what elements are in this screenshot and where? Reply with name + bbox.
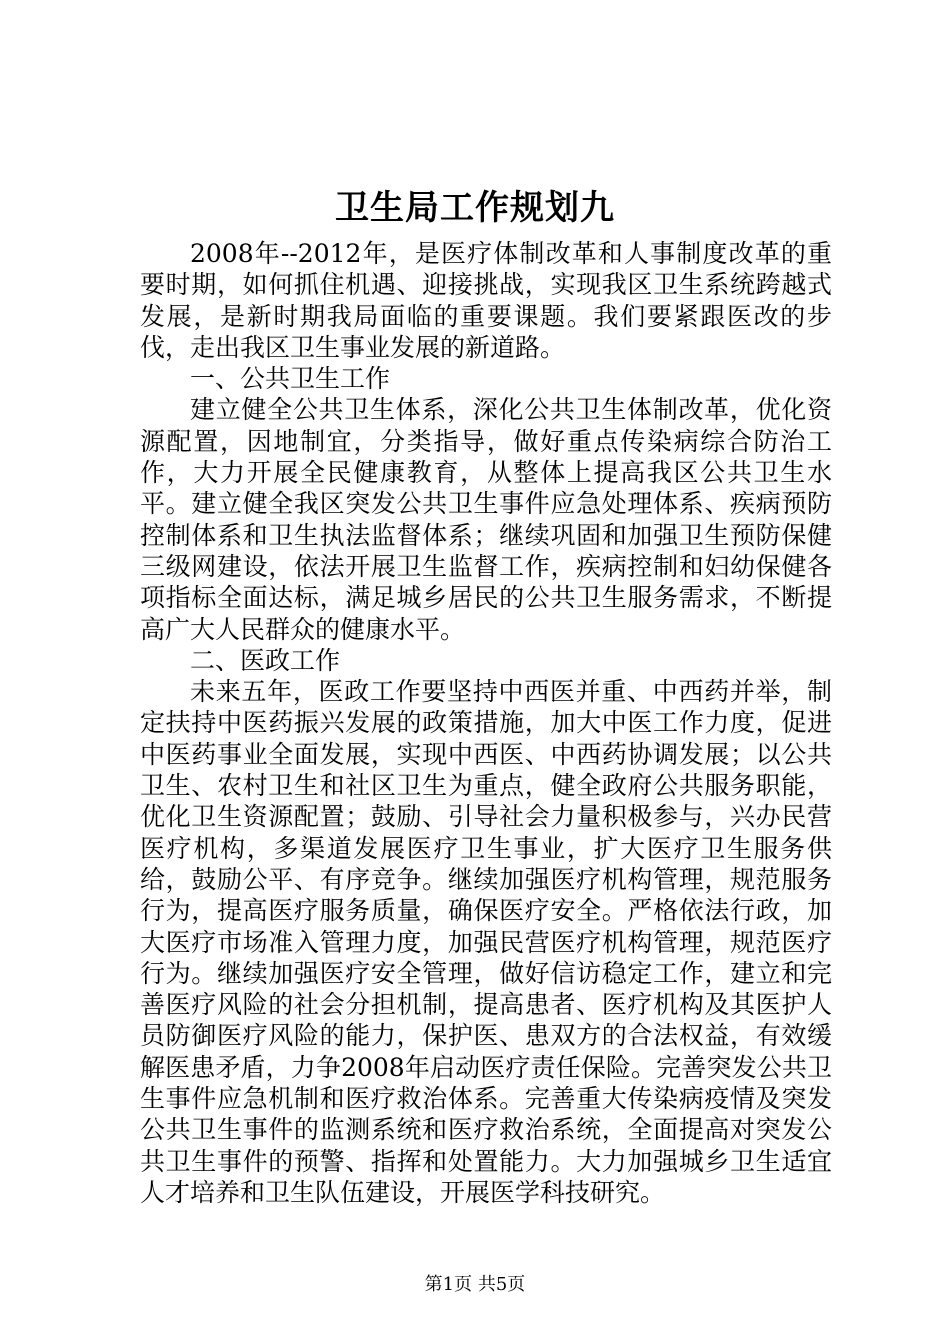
document-body	[140, 238, 832, 1208]
section-text-public-health: 建立健全公共卫生体系，深化公共卫生体制改革，优化资源配置，因地制宜，分类指导，做好重点传染病综合防治工作，大力开展全民健康教育，从整体上提高我区公共卫生水平。建立健全我区突发公共卫生事件应急处理体系、疾病预防控制体系和卫生执法监督体系；继续巩固和加强卫生预防保健三级网建设，依法开展卫生监督工作，疾病控制和妇幼保健各项指标全面达标，满足城乡居民的公共卫生服务需求，不断提高广大人民群众的健康水平。	[140, 395, 832, 644]
section-text-medical-administration: 未来五年，医政工作要坚持中西医并重、中西药并举，制定扶持中医药振兴发展的政策措施，加大中医工作力度，促进中医药事业全面发展，实现中西医、中西药协调发展；以公共卫生、农村卫生和社区卫生为重点，健全政府公共服务职能，优化卫生资源配置；鼓励、引导社会力量积极参与，兴办民营医疗机构，多渠道发展医疗卫生事业，扩大医疗卫生服务供给，鼓励公平、有序竞争。继续加强医疗机构管理，规范服务行为，提高医疗服务质量，确保医疗安全。严格依法行政，加大医疗市场准入管理力度，加强民营医疗机构管理，规范医疗行为。继续加强医疗安全管理，做好信访稳定工作，建立和完善医疗风险的社会分担机制，提高患者、医疗机构及其医护人员防御医疗风险的能力，保护医、患双方的合法权益，有效缓解医患矛盾，力争2008年启动医疗责任保险。完善突发公共卫生事件应急机制和医疗救治体系。完善重大传染病疫情及突发公共卫生事件的监测系统和医疗救治系统，全面提高对突发公共卫生事件的预警、指挥和处置能力。大力加强城乡卫生适宜人才培养和卫生队伍建设，开展医学科技研究。	[140, 677, 832, 1207]
section-heading-public-health: 一、公共卫生工作	[190, 364, 391, 394]
section-heading-medical-administration: 二、医政工作	[190, 645, 341, 675]
intro-paragraph: 2008年--2012年，是医疗体制改革和人事制度改革的重要时期，如何抓住机遇、迎接挑战，实现我区卫生系统跨越式发展，是新时期我局面临的重要课题。我们要紧跟医改的步伐，走出我区卫生事业发展的新道路。	[140, 239, 832, 362]
document-title: 卫生局工作规划九	[335, 188, 615, 228]
page-footer: 第1页 共5页	[424, 1274, 526, 1295]
